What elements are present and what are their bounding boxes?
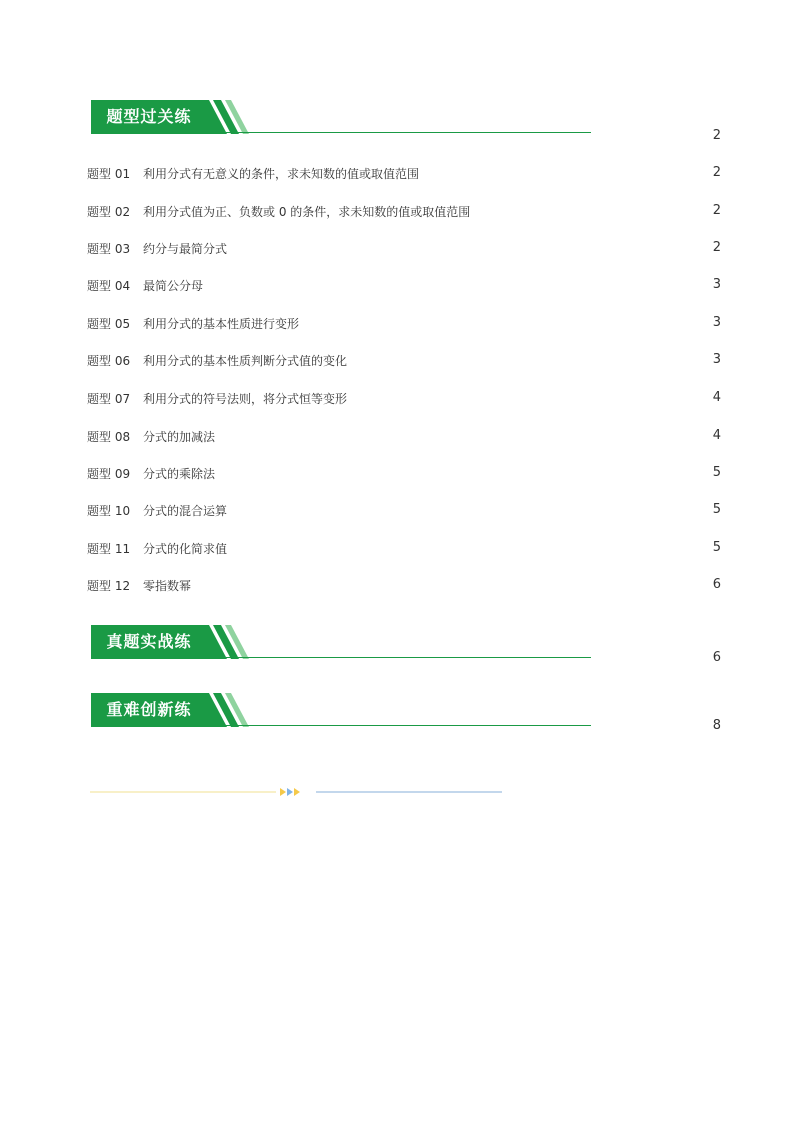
section-banner [91,100,241,134]
toc-item-11[interactable] [87,540,721,558]
toc-page: 6 [712,577,721,592]
toc-item-12[interactable] [87,577,721,595]
toc-page: 3 [712,352,721,367]
toc-item-10[interactable] [87,502,721,520]
toc-item-01[interactable] [87,165,721,183]
section-banner [91,693,241,727]
toc-page: 3 [712,315,721,330]
toc-item-03[interactable] [87,240,721,258]
toc-item-08[interactable] [87,428,721,446]
toc-num: 题型 01 [87,167,131,181]
toc-title: 约分与最简分式 [143,242,228,256]
section-title: 真题实战练 [106,632,192,651]
toc-title: 分式的加减法 [143,430,216,444]
toc-title: 利用分式有无意义的条件，求未知数的值或取值范围 [143,167,420,181]
toc-page: 2 [712,165,721,180]
toc-num: 题型 02 [87,205,131,219]
toc-page: 5 [712,540,721,555]
toc-num: 题型 06 [87,354,131,368]
toc-item-07[interactable] [87,390,721,408]
toc-title: 利用分式值为正、负数或 0 的条件，求未知数的值或取值范围 [143,205,471,219]
toc-title: 零指数幂 [143,579,192,593]
section-page: 6 [712,650,721,665]
toc-title: 分式的混合运算 [143,504,228,518]
section-title: 题型过关练 [106,107,192,126]
section-header-题型过关练 [91,100,721,143]
arrow-icon [294,788,300,796]
toc-num: 题型 07 [87,392,131,406]
section-title: 重难创新练 [106,700,192,719]
toc-num: 题型 12 [87,579,131,593]
toc-title: 利用分式的基本性质进行变形 [143,317,300,331]
toc-num: 题型 10 [87,504,131,518]
section-rule [91,132,591,133]
toc-page: 4 [712,428,721,443]
toc-num: 题型 11 [87,542,131,556]
arrow-icon [280,788,286,796]
toc-page: 2 [712,240,721,255]
section-banner [91,625,241,659]
toc-item-06[interactable] [87,352,721,370]
section-rule [91,657,591,658]
toc-page: 3 [712,277,721,292]
toc-page: 2 [712,203,721,218]
toc-num: 题型 09 [87,467,131,481]
toc-item-09[interactable] [87,465,721,483]
toc-item-02[interactable] [87,203,721,221]
toc-page: 5 [712,502,721,517]
toc-title: 分式的乘除法 [143,467,216,481]
decorative-divider [90,786,502,798]
toc-page: 4 [712,390,721,405]
toc-title: 利用分式的符号法则，将分式恒等变形 [143,392,348,406]
section-rule [91,725,591,726]
toc-item-05[interactable] [87,315,721,333]
toc-title: 最简公分母 [143,279,204,293]
toc-num: 题型 08 [87,430,131,444]
section-header-重难创新练 [91,693,721,733]
section-header-真题实战练 [91,625,721,665]
toc-num: 题型 05 [87,317,131,331]
arrow-icon [287,788,293,796]
toc-title: 分式的化简求值 [143,542,228,556]
toc-num: 题型 03 [87,242,131,256]
toc-item-04[interactable] [87,277,721,295]
section-page: 2 [712,128,721,143]
toc-title: 利用分式的基本性质判断分式值的变化 [143,354,348,368]
toc-num: 题型 04 [87,279,131,293]
toc-page: 5 [712,465,721,480]
section-page: 8 [712,718,721,733]
